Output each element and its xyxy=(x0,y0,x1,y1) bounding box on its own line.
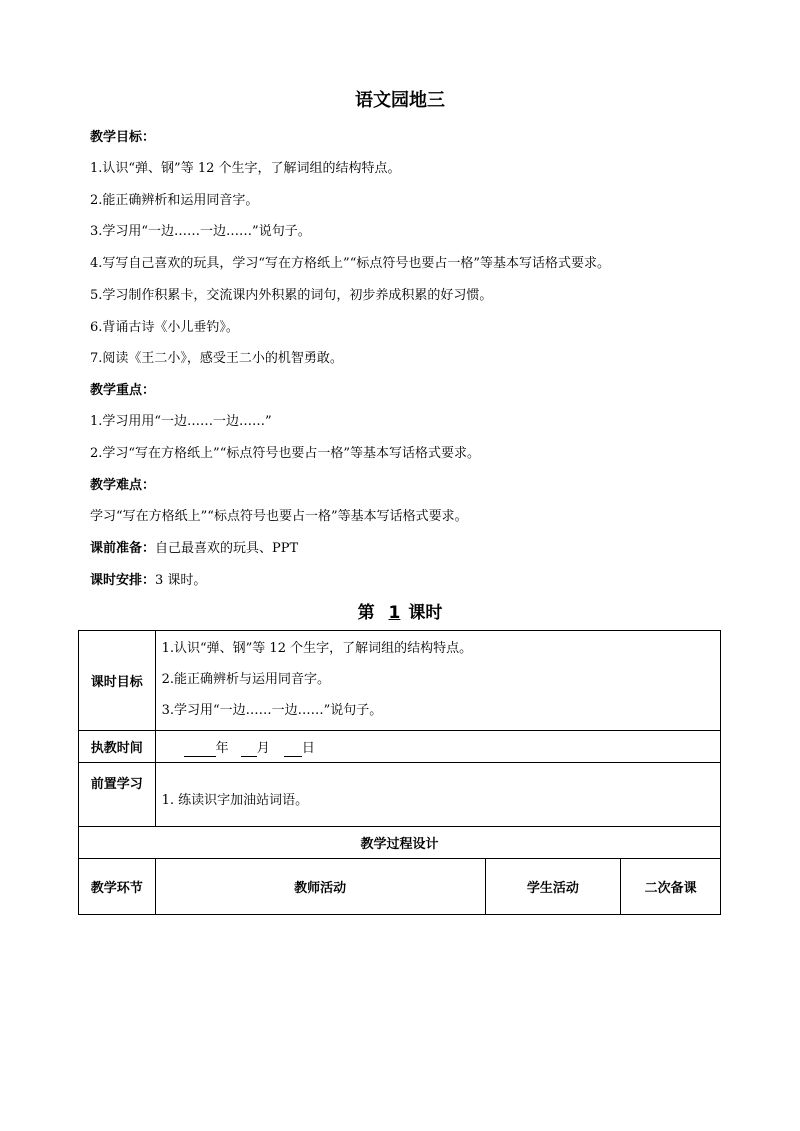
objective-item: 7.阅读《王二小》，感受王二小的机智勇敢。 xyxy=(90,351,343,366)
goal-item: 2.能正确辨析与运用同音字。 xyxy=(161,672,330,687)
lesson-suffix: 课时 xyxy=(408,603,443,623)
schedule-label: 课时安排： xyxy=(90,573,156,588)
preparation-text: 自己最喜欢的玩具、PPT xyxy=(155,541,299,556)
objective-item: 6.背诵古诗《小儿垂钓》。 xyxy=(90,320,239,335)
lesson-heading xyxy=(0,598,800,623)
lesson-number: 1 xyxy=(388,603,401,623)
key-points-heading: 教学重点： xyxy=(90,383,156,398)
objectives-heading: 教学目标： xyxy=(90,130,156,145)
year-blank xyxy=(184,741,216,757)
col-student-header: 学生活动 xyxy=(485,859,621,915)
goal-item: 1.认识“弹、钢”等 12 个生字，了解词组的结构特点。 xyxy=(161,641,473,656)
col-second-header: 二次备课 xyxy=(621,859,721,915)
goals-cell xyxy=(155,631,720,731)
objective-item: 3.学习用“一边……一边……”说句子。 xyxy=(90,224,311,239)
year-text: 年 xyxy=(215,740,229,756)
time-row xyxy=(79,731,721,763)
time-cell xyxy=(155,731,720,763)
objective-item: 5.学习制作积累卡，交流课内外积累的词句，初步养成积累的好习惯。 xyxy=(90,288,493,303)
pre-study-row xyxy=(79,763,721,827)
col-stage-header: 教学环节 xyxy=(79,859,156,915)
column-header-row xyxy=(79,859,721,915)
goals-label: 课时目标 xyxy=(79,631,156,731)
document-title: 语文园地三 xyxy=(355,90,445,111)
objective-item: 2.能正确辨析和运用同音字。 xyxy=(90,193,259,208)
pre-study-label: 前置学习 xyxy=(79,763,156,827)
month-blank xyxy=(241,741,257,757)
time-label: 执教时间 xyxy=(79,731,156,763)
lesson-prefix: 第 xyxy=(357,603,375,623)
schedule-text: 3 课时。 xyxy=(155,573,207,588)
key-point-item: 2.学习“写在方格纸上”“标点符号也要占一格”等基本写话格式要求。 xyxy=(90,446,480,461)
col-teacher-header: 教师活动 xyxy=(155,859,485,915)
objective-item: 4.写写自己喜欢的玩具，学习“写在方格纸上”“标点符号也要占一格”等基本写话格式要求。 xyxy=(90,256,610,271)
difficulties-heading: 教学难点： xyxy=(90,478,156,493)
difficulties-text: 学习“写在方格纸上”“标点符号也要占一格”等基本写话格式要求。 xyxy=(90,509,468,524)
preparation-line xyxy=(90,537,298,556)
day-text: 日 xyxy=(301,740,315,756)
preparation-label: 课前准备： xyxy=(90,541,156,556)
lesson-table xyxy=(78,630,721,915)
pre-study-text: 1. 练读识字加油站词语。 xyxy=(155,763,720,827)
day-blank xyxy=(284,741,302,757)
goals-row xyxy=(79,631,721,731)
process-title: 教学过程设计 xyxy=(79,827,721,859)
process-title-row xyxy=(79,827,721,859)
key-point-item: 1.学习用用“一边……一边……” xyxy=(90,414,272,429)
schedule-line xyxy=(90,569,206,588)
month-text: 月 xyxy=(256,740,270,756)
objective-item: 1.认识“弹、钢”等 12 个生字，了解词组的结构特点。 xyxy=(90,161,401,176)
goal-item: 3.学习用“一边……一边……”说句子。 xyxy=(161,703,383,718)
